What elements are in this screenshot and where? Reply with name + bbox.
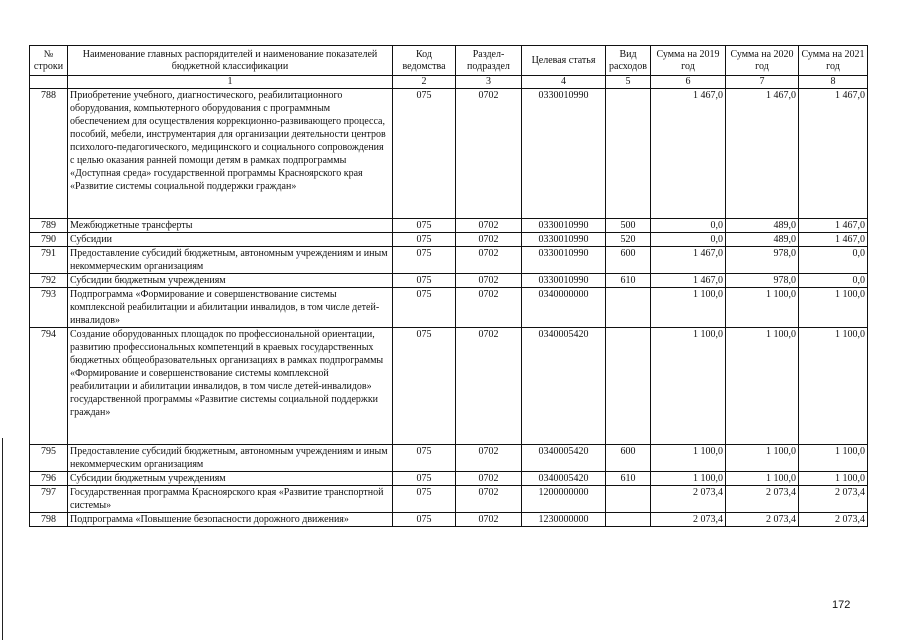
row-sum-2019: 1 467,0 [651,247,726,274]
header-target-article: Целевая статья [522,46,606,76]
column-number: 1 [68,76,393,89]
row-sum-2020: 489,0 [726,219,799,233]
row-number: 793 [30,288,68,328]
row-sum-2019: 1 100,0 [651,445,726,472]
table-row [30,233,868,247]
table-row [30,513,868,527]
row-sum-2021: 2 073,4 [799,486,868,513]
row-section: 0702 [456,513,522,527]
row-section: 0702 [456,89,522,219]
budget-table [29,45,868,527]
row-dept-code: 075 [393,486,456,513]
column-number: 6 [651,76,726,89]
row-target-article: 0330010990 [522,219,606,233]
header-row-number: № строки [30,46,68,76]
row-section: 0702 [456,274,522,288]
table-row [30,472,868,486]
row-target-article: 0330010990 [522,89,606,219]
row-section: 0702 [456,233,522,247]
row-sum-2020: 978,0 [726,274,799,288]
header-sum-2020: Сумма на 2020 год [726,46,799,76]
column-number: 2 [393,76,456,89]
row-sum-2020: 1 100,0 [726,328,799,445]
row-target-article: 0340005420 [522,472,606,486]
table-row [30,274,868,288]
row-target-article: 0340000000 [522,288,606,328]
row-name: Государственная программа Красноярского края «Развитие транспортной системы» [68,486,393,513]
row-sum-2021: 0,0 [799,274,868,288]
row-number: 789 [30,219,68,233]
row-sum-2020: 1 467,0 [726,89,799,219]
row-sum-2021: 2 073,4 [799,513,868,527]
row-sum-2021: 1 467,0 [799,233,868,247]
header-dept-code: Код ведомства [393,46,456,76]
row-name: Субсидии бюджетным учреждениям [68,472,393,486]
row-section: 0702 [456,247,522,274]
row-section: 0702 [456,445,522,472]
row-number: 788 [30,89,68,219]
row-target-article: 0330010990 [522,233,606,247]
row-sum-2020: 1 100,0 [726,445,799,472]
row-name: Субсидии [68,233,393,247]
row-dept-code: 075 [393,513,456,527]
row-sum-2019: 2 073,4 [651,513,726,527]
row-name: Предоставление субсидий бюджетным, автономным учреждениям и иным некоммерческим организациям [68,445,393,472]
row-dept-code: 075 [393,288,456,328]
row-expense-type: 610 [606,274,651,288]
row-sum-2020: 489,0 [726,233,799,247]
row-expense-type [606,328,651,445]
row-dept-code: 075 [393,233,456,247]
row-expense-type: 520 [606,233,651,247]
row-sum-2020: 2 073,4 [726,513,799,527]
page-number: 172 [832,599,851,611]
row-number: 792 [30,274,68,288]
row-sum-2019: 0,0 [651,233,726,247]
row-sum-2020: 2 073,4 [726,486,799,513]
row-section: 0702 [456,288,522,328]
table-row [30,328,868,445]
row-sum-2021: 1 100,0 [799,328,868,445]
column-number [30,76,68,89]
row-sum-2020: 1 100,0 [726,472,799,486]
row-dept-code: 075 [393,89,456,219]
row-number: 798 [30,513,68,527]
row-sum-2019: 2 073,4 [651,486,726,513]
row-target-article: 0340005420 [522,445,606,472]
row-sum-2019: 1 100,0 [651,288,726,328]
row-name: Подпрограмма «Повышение безопасности дорожного движения» [68,513,393,527]
row-expense-type [606,513,651,527]
row-sum-2021: 1 467,0 [799,219,868,233]
column-number: 4 [522,76,606,89]
header-section: Раздел-подраздел [456,46,522,76]
column-number: 5 [606,76,651,89]
row-dept-code: 075 [393,274,456,288]
row-dept-code: 075 [393,445,456,472]
row-target-article: 0340005420 [522,328,606,445]
header-sum-2021: Сумма на 2021 год [799,46,868,76]
row-dept-code: 075 [393,219,456,233]
row-sum-2021: 0,0 [799,247,868,274]
row-section: 0702 [456,472,522,486]
row-section: 0702 [456,219,522,233]
row-expense-type [606,288,651,328]
page-edge-rule [2,438,3,640]
row-target-article: 0330010990 [522,274,606,288]
header-row [30,46,868,76]
row-expense-type: 600 [606,247,651,274]
header-expense-type: Вид расходов [606,46,651,76]
row-expense-type: 600 [606,445,651,472]
row-section: 0702 [456,486,522,513]
table-row [30,219,868,233]
row-number: 794 [30,328,68,445]
row-sum-2021: 1 467,0 [799,89,868,219]
row-target-article: 1200000000 [522,486,606,513]
row-name: Приобретение учебного, диагностического, реабилитационного оборудования, компьютерного оборудования с программным обеспечением для осуществления коррекционно-развивающего процесса, пособий, мебели, инструментария для организации деятельности центров психолого-педагогического, медицинского и социального сопровождения с целью оказания ранней помощи детям в рамках подпрограммы «Доступная среда» государственной программы Красноярского края «Развитие системы социальной поддержки граждан» [68,89,393,219]
column-number: 3 [456,76,522,89]
row-sum-2019: 1 467,0 [651,274,726,288]
row-dept-code: 075 [393,472,456,486]
row-number: 796 [30,472,68,486]
row-dept-code: 075 [393,247,456,274]
column-number: 8 [799,76,868,89]
row-name: Создание оборудованных площадок по профессиональной ориентации, развитию профессиональных компетенций в краевых государственных бюджетных общеобразовательных организациях в рамках подпрограммы «Формирование и совершенствование системы комплексной реабилитации и абилитации инвалидов, в том числе детей-инвалидов» государственной программы «Развитие системы социальной поддержки граждан» [68,328,393,445]
column-number-row [30,76,868,89]
row-sum-2019: 1 467,0 [651,89,726,219]
row-name: Межбюджетные трансферты [68,219,393,233]
row-name: Предоставление субсидий бюджетным, автономным учреждениям и иным некоммерческим организациям [68,247,393,274]
row-sum-2019: 1 100,0 [651,328,726,445]
row-sum-2021: 1 100,0 [799,472,868,486]
row-sum-2019: 1 100,0 [651,472,726,486]
table-row [30,89,868,219]
row-number: 790 [30,233,68,247]
row-expense-type [606,486,651,513]
row-number: 795 [30,445,68,472]
column-number: 7 [726,76,799,89]
row-target-article: 0330010990 [522,247,606,274]
row-section: 0702 [456,328,522,445]
row-name: Подпрограмма «Формирование и совершенствование системы комплексной реабилитации и абилитации инвалидов, в том числе детей-инвалидов» [68,288,393,328]
row-number: 791 [30,247,68,274]
header-sum-2019: Сумма на 2019 год [651,46,726,76]
table-row [30,288,868,328]
header-name: Наименование главных распорядителей и наименование показателей бюджетной классификации [68,46,393,76]
row-dept-code: 075 [393,328,456,445]
row-sum-2020: 978,0 [726,247,799,274]
row-sum-2021: 1 100,0 [799,288,868,328]
row-name: Субсидии бюджетным учреждениям [68,274,393,288]
table-row [30,247,868,274]
table-row [30,486,868,513]
row-target-article: 1230000000 [522,513,606,527]
row-expense-type [606,89,651,219]
table-row [30,445,868,472]
row-sum-2019: 0,0 [651,219,726,233]
row-number: 797 [30,486,68,513]
row-sum-2020: 1 100,0 [726,288,799,328]
row-expense-type: 610 [606,472,651,486]
row-expense-type: 500 [606,219,651,233]
row-sum-2021: 1 100,0 [799,445,868,472]
